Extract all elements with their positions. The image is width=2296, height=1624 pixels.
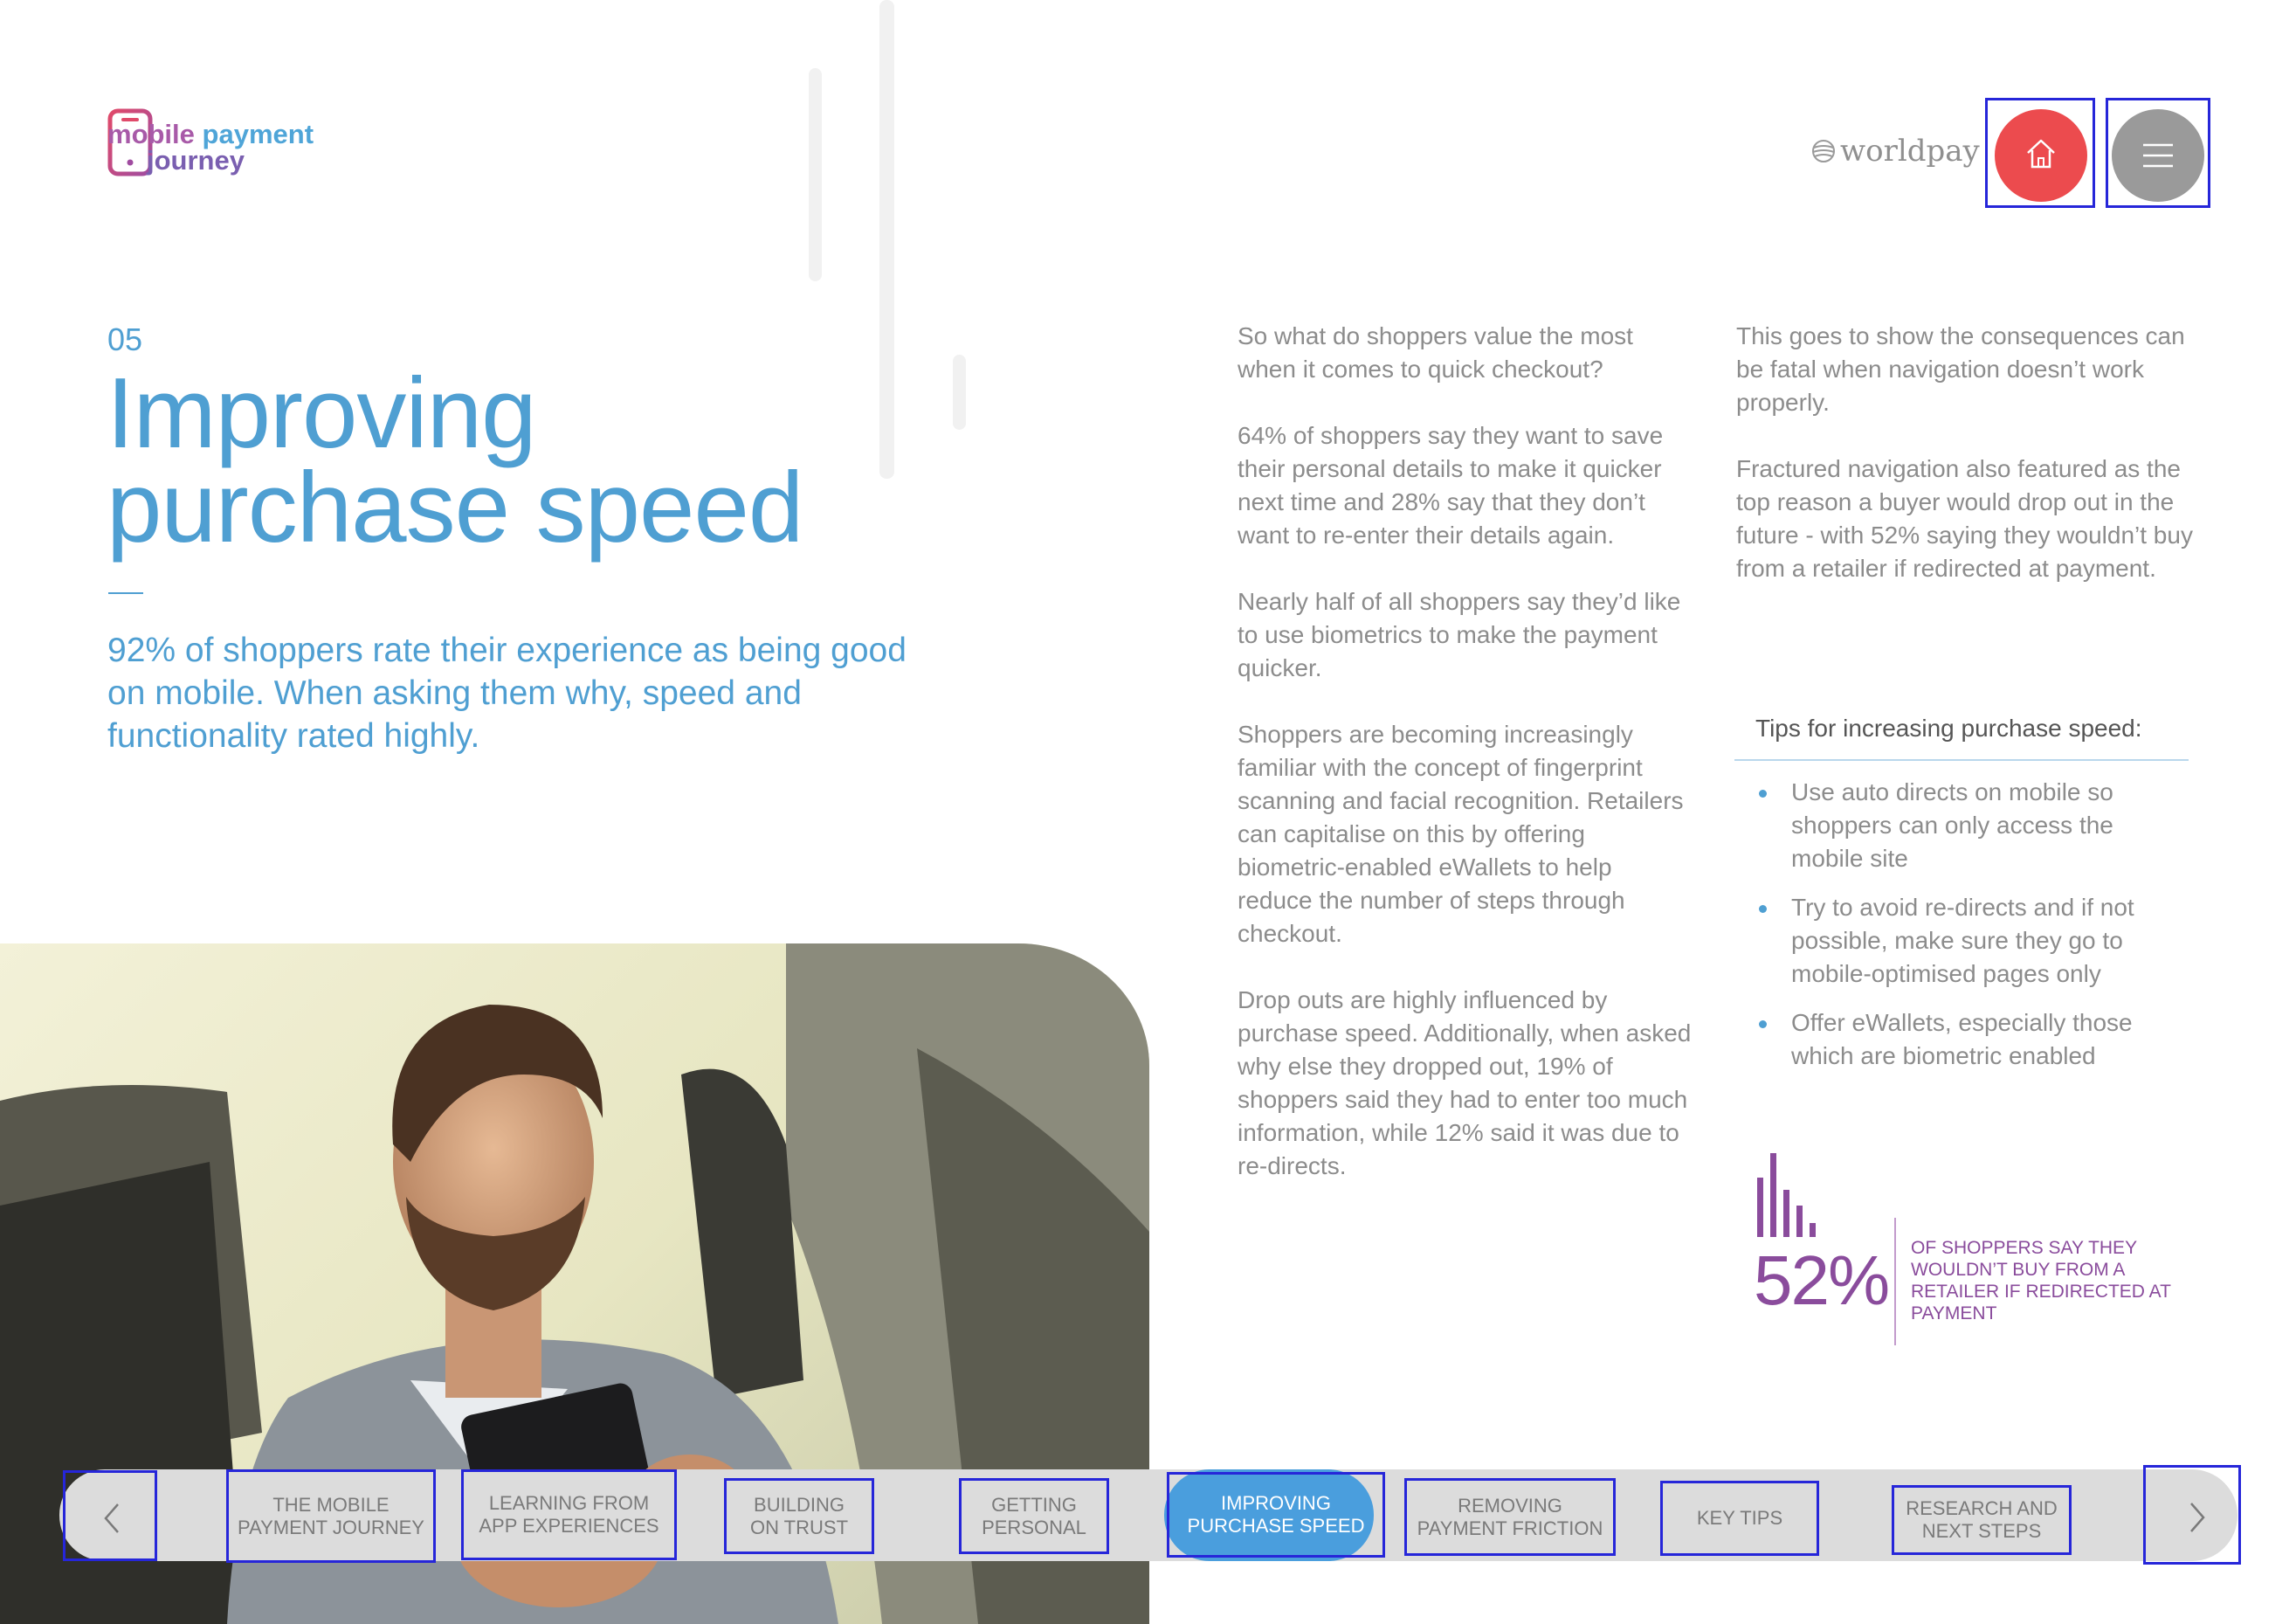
bullet-icon — [1759, 790, 1767, 798]
bar-chart-icon — [1755, 1153, 1822, 1237]
body-paragraph: So what do shoppers value the most when it comes to quick checkout? — [1238, 322, 1633, 383]
bullet-icon — [1759, 905, 1767, 913]
tip-text: Try to avoid re-directs and if not possible, make sure they go to mobile-optimised pages only — [1791, 894, 2134, 987]
lead-paragraph: 92% of shoppers rate their experience as being good on mobile. When asking them why, speed and functionality rated highly. — [107, 632, 907, 755]
nav-item-label: RESEARCH AND — [1906, 1497, 2058, 1519]
nav-item-label: ON TRUST — [749, 1516, 849, 1538]
nav-item-label: APP EXPERIENCES — [479, 1515, 659, 1537]
next-button[interactable] — [2143, 1465, 2241, 1565]
tip-text: Offer eWallets, especially those which are biometric enabled — [1791, 1009, 2133, 1069]
body-paragraph: Shoppers are becoming increasingly familiar with the concept of fingerprint scanning and facial recognition. Retailers can capitalise on this by offering biometric-enabled eWallets to help reduce the number of steps through checkout. — [1238, 721, 1684, 947]
tips-divider — [1734, 759, 2189, 761]
nav-item-label: BUILDING — [754, 1493, 845, 1516]
nav-item-label: GETTING — [991, 1493, 1077, 1516]
nav-item-getting-personal[interactable] — [959, 1478, 1109, 1554]
home-button-circle — [1995, 109, 2087, 202]
logo-word-payment: payment — [202, 119, 314, 149]
page-title-line1: Improving — [107, 358, 536, 469]
tip-item — [1755, 891, 2192, 991]
section-number: 05 — [107, 321, 143, 357]
home-button[interactable] — [1985, 98, 2095, 208]
hamburger-menu-icon — [2143, 142, 2173, 169]
nav-item-label: KEY TIPS — [1696, 1507, 1783, 1529]
logo-word-journey: journey — [147, 145, 245, 176]
body-column-1 — [1238, 320, 1692, 1216]
body-paragraph: Drop outs are highly influenced by purchase speed. Additionally, when asked why else they dropped out, 19% of shoppers said they had to enter too much information, while 12% said it was due to re-directs. — [1238, 986, 1692, 1179]
menu-button[interactable] — [2106, 98, 2210, 208]
decorative-bar — [809, 68, 822, 281]
chevron-left-icon — [99, 1501, 125, 1536]
nav-item-label: PURCHASE SPEED — [1187, 1515, 1365, 1537]
tips-list — [1755, 776, 2192, 1088]
nav-item-building-on-trust[interactable] — [724, 1478, 874, 1554]
decorative-bar — [879, 0, 894, 479]
prev-button[interactable] — [63, 1470, 157, 1561]
body-paragraph: Fractured navigation also featured as the top reason a buyer would drop out in the future - with 52% saying they wouldn’t buy from a retailer if redirected at payment. — [1736, 455, 2193, 582]
body-paragraph: This goes to show the consequences can be fatal when navigation doesn’t work properly. — [1736, 322, 2185, 416]
logo-word-mobile: mobile — [107, 119, 195, 149]
tip-item — [1755, 1006, 2192, 1073]
nav-item-label: THE MOBILE — [272, 1493, 390, 1516]
nav-item-the-mobile-payment-journey[interactable] — [226, 1469, 436, 1563]
body-paragraph: 64% of shoppers say they want to save their personal details to make it quicker next time and 28% say that they don’t want to re-enter their details again. — [1238, 422, 1664, 549]
nav-item-label: LEARNING FROM — [488, 1492, 650, 1514]
nav-item-label: NEXT STEPS — [1921, 1520, 2042, 1542]
nav-item-improving-purchase-speed[interactable] — [1167, 1472, 1385, 1558]
nav-item-research-and-next-steps[interactable] — [1892, 1485, 2072, 1555]
nav-item-learning-from-app-experiences[interactable] — [461, 1469, 677, 1560]
bullet-icon — [1759, 1020, 1767, 1028]
nav-item-label: REMOVING — [1458, 1494, 1562, 1517]
nav-item-label: PAYMENT FRICTION — [1417, 1517, 1603, 1539]
worldpay-wordmark: worldpay — [1840, 134, 1980, 169]
nav-item-label: PERSONAL — [982, 1516, 1086, 1538]
nav-item-label: PAYMENT JOURNEY — [238, 1516, 424, 1538]
nav-item-label: IMPROVING — [1221, 1492, 1331, 1514]
body-paragraph: Nearly half of all shoppers say they’d like to use biometrics to make the payment quicker. — [1238, 588, 1681, 681]
stat-divider — [1894, 1218, 1896, 1345]
tip-item — [1755, 776, 2192, 875]
title-divider — [108, 592, 143, 594]
stat-value: 52% — [1754, 1241, 1889, 1319]
home-icon — [2024, 136, 2058, 171]
stat-caption: OF SHOPPERS SAY THEY WOULDN’T BUY FROM A RETAILER IF REDIRECTED AT PAYMENT — [1911, 1238, 2171, 1323]
page-title-line2: purchase speed — [107, 453, 803, 563]
brand-logo[interactable] — [107, 108, 334, 178]
chevron-right-icon — [2184, 1500, 2210, 1535]
worldpay-globe-icon — [1810, 138, 1837, 164]
nav-item-key-tips[interactable] — [1660, 1481, 1819, 1556]
page-title — [107, 358, 803, 563]
menu-button-circle — [2112, 109, 2204, 202]
worldpay-logo — [1810, 134, 1980, 169]
nav-item-removing-payment-friction[interactable] — [1404, 1478, 1616, 1556]
tips-title: Tips for increasing purchase speed: — [1755, 715, 2142, 742]
decorative-bar — [953, 355, 966, 430]
tip-text: Use auto directs on mobile so shoppers can only access the mobile site — [1791, 778, 2113, 872]
body-column-2 — [1736, 320, 2208, 619]
